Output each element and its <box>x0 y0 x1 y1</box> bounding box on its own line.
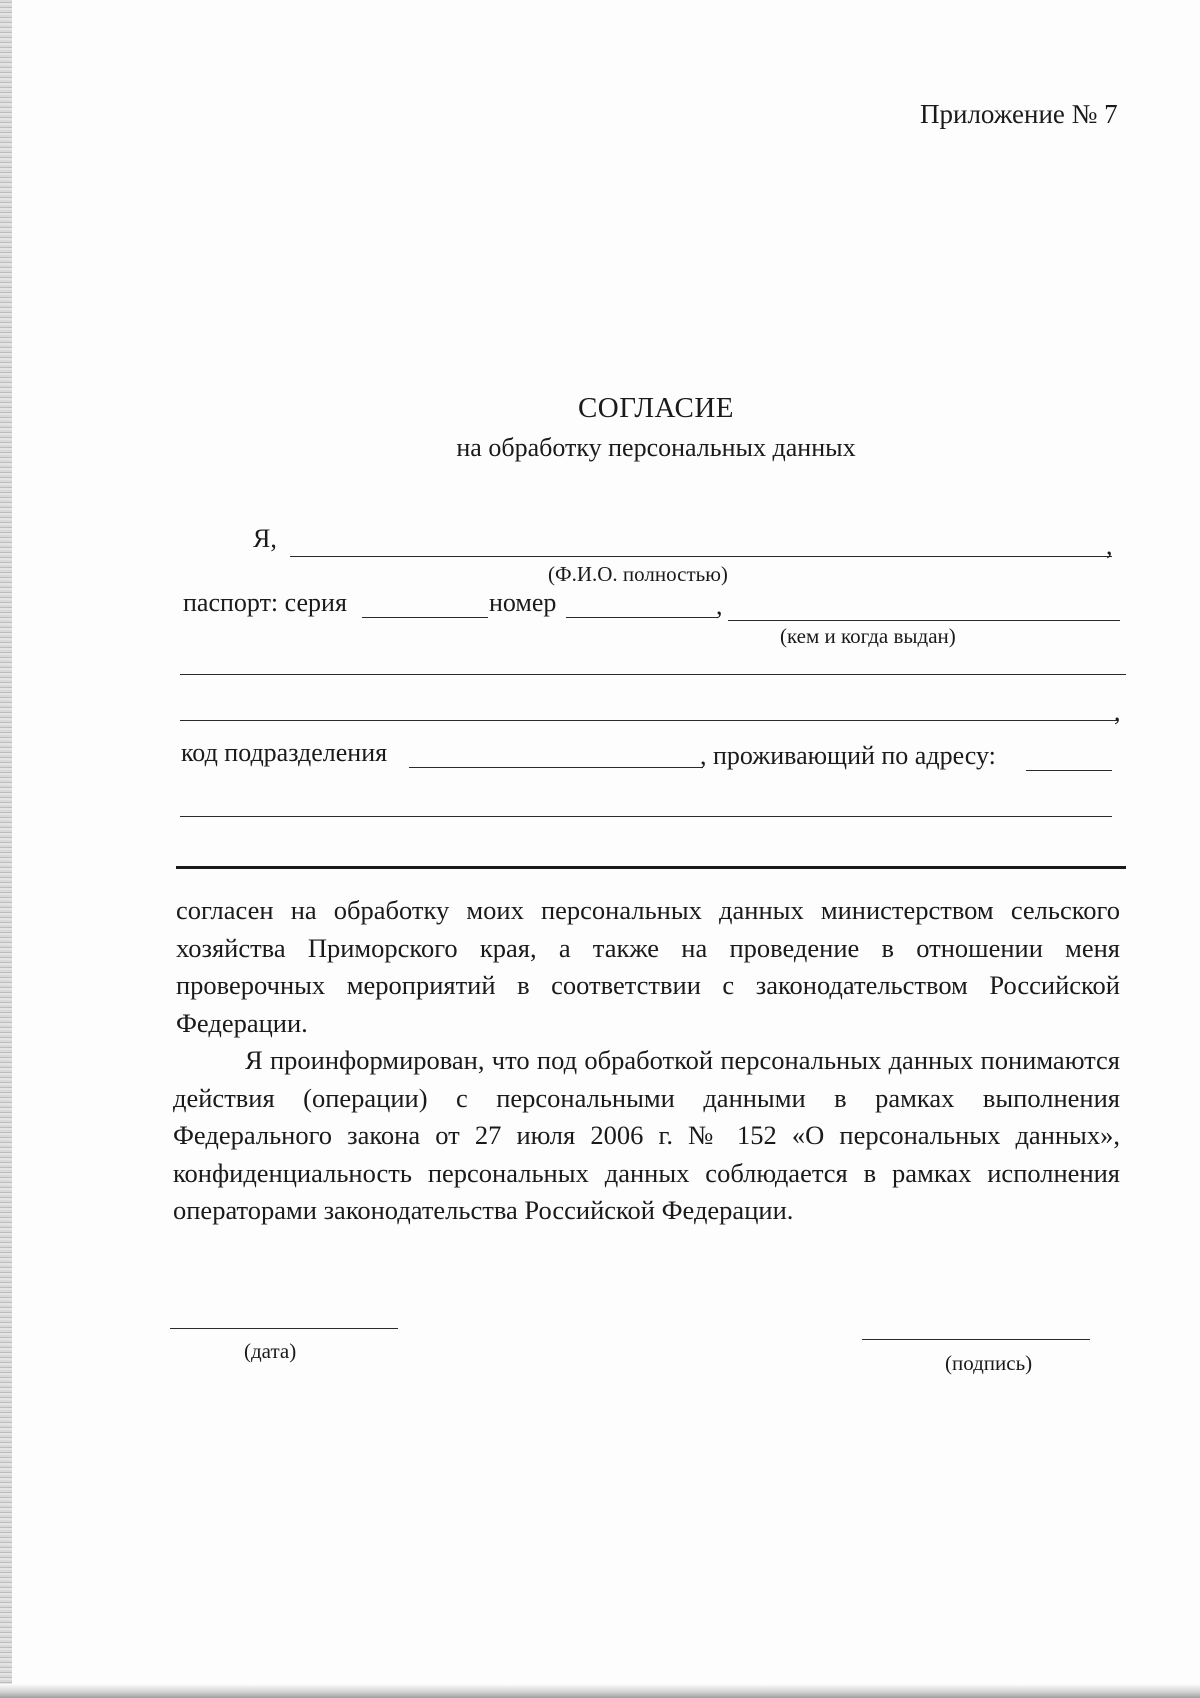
passport-issued-line[interactable] <box>728 620 1120 621</box>
address-line-start[interactable] <box>1026 770 1112 771</box>
date-line[interactable] <box>170 1328 398 1329</box>
passport-series-line[interactable] <box>362 617 488 618</box>
division-code-line[interactable] <box>409 767 703 768</box>
i-label: Я, <box>253 524 277 553</box>
consent-paragraph: согласен на обработку моих персональных данных министерством сельского хозяйства Приморского края, а также на проведение в отношении меня проверочных мероприятий в соответствии с законодательством Российской Федерации. <box>176 895 1120 1038</box>
address-line-2[interactable] <box>176 866 1126 869</box>
fio-comma: , <box>1106 531 1113 560</box>
passport-number-label: номер <box>489 588 557 617</box>
fio-field-line[interactable] <box>290 556 1112 557</box>
fio-hint: (Ф.И.О. полностью) <box>548 562 728 586</box>
scan-edge <box>0 0 12 1698</box>
issued-comma: , <box>1114 697 1121 726</box>
issued-hint: (кем и когда выдан) <box>780 624 956 648</box>
document-title: СОГЛАСИЕ <box>577 392 735 424</box>
signature-hint: (подпись) <box>945 1351 1033 1375</box>
passport-number-comma: , <box>716 591 723 620</box>
date-hint: (дата) <box>244 1339 297 1363</box>
address-line-1[interactable] <box>180 816 1112 817</box>
issued-continuation-line-2[interactable] <box>180 720 1118 721</box>
appendix-number: Приложение № 7 <box>920 99 1118 129</box>
address-label: , проживающий по адресу: <box>700 741 996 770</box>
passport-number-line[interactable] <box>566 617 718 618</box>
signature-line[interactable] <box>862 1339 1090 1340</box>
passport-series-label: паспорт: серия <box>183 588 347 617</box>
document-subtitle: на обработку персональных данных <box>456 433 856 462</box>
information-paragraph: Я проинформирован, что под обработкой персональных данных понимаются действия (операции) с персональными данными в рамках выполнения Федерального закона от 27 июля 2006 г. № 152 «О персональных данных», конфиденциальность персональных данных соблюдается в рамках исполнения операторами законодательства Российской Федерации. <box>173 1045 1120 1225</box>
division-code-label: код подразделения <box>181 738 388 767</box>
scan-bottom-edge <box>0 1684 1200 1698</box>
issued-continuation-line-1[interactable] <box>180 674 1126 675</box>
